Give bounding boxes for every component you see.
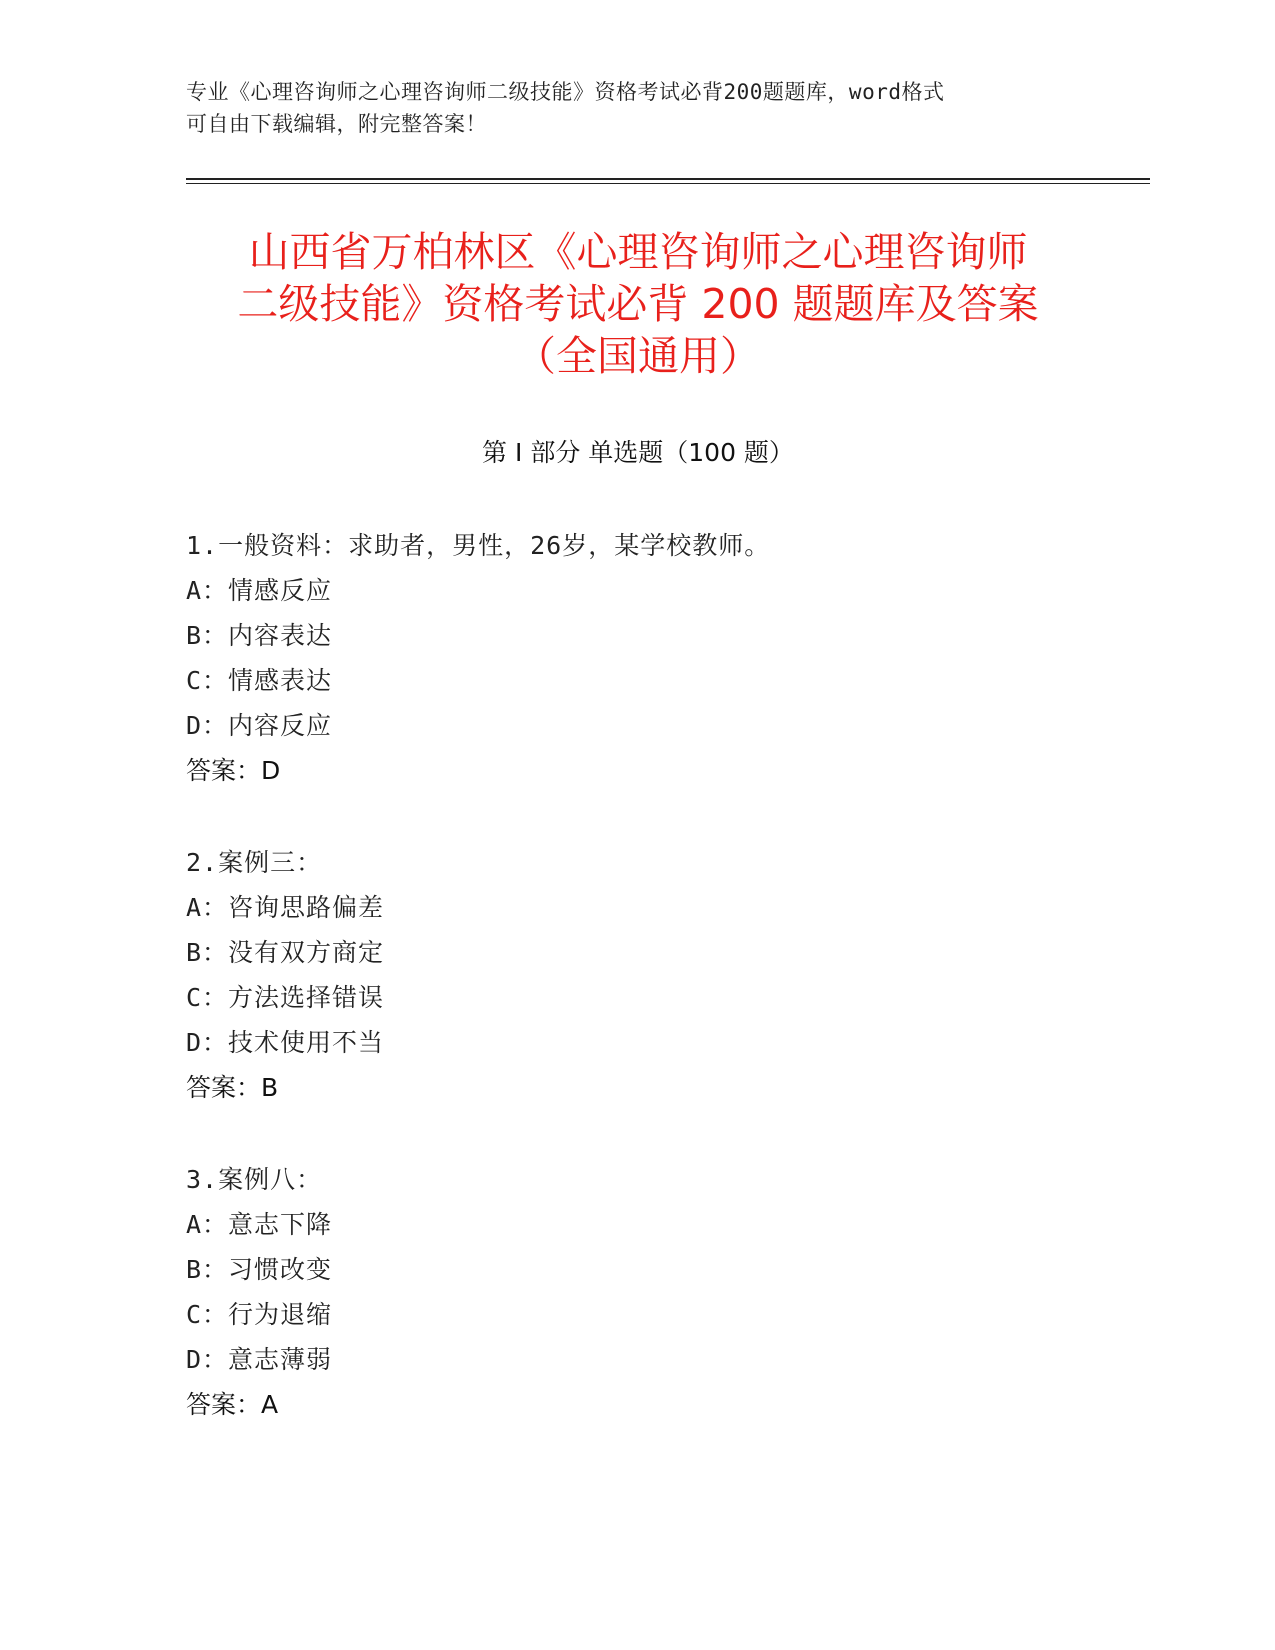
option-c: C：行为退缩 bbox=[186, 1300, 333, 1329]
title-line-1: 山西省万柏林区《心理咨询师之心理咨询师 bbox=[248, 228, 1028, 276]
option-b: B：没有双方商定 bbox=[186, 938, 385, 967]
header-note-line-1: 专业《心理咨询师之心理咨询师二级技能》资格考试必背200题题库，word格式 bbox=[186, 80, 945, 104]
option-b: B：习惯改变 bbox=[186, 1255, 333, 1284]
option-a: A：情感反应 bbox=[186, 576, 333, 605]
title-line-2: 二级技能》资格考试必背 200 题题库及答案 bbox=[237, 280, 1039, 328]
answer-line: 答案：B bbox=[186, 1073, 279, 1102]
header-note-line-2: 可自由下载编辑，附完整答案！ bbox=[186, 112, 487, 136]
answer-line: 答案：A bbox=[186, 1390, 279, 1419]
header-rule-thin bbox=[186, 183, 1150, 184]
option-d: D：意志薄弱 bbox=[186, 1345, 333, 1374]
option-a: A：意志下降 bbox=[186, 1210, 333, 1239]
title-line-3: （全国通用） bbox=[515, 332, 761, 380]
option-b: B：内容表达 bbox=[186, 621, 333, 650]
answer-line: 答案：D bbox=[186, 756, 281, 785]
question-block-2 bbox=[186, 840, 1086, 1110]
header-note bbox=[186, 76, 1066, 140]
option-c: C：方法选择错误 bbox=[186, 983, 385, 1012]
question-stem: 3.案例八： bbox=[186, 1165, 323, 1194]
option-d: D：技术使用不当 bbox=[186, 1028, 385, 1057]
question-stem: 2.案例三： bbox=[186, 848, 323, 877]
option-a: A：咨询思路偏差 bbox=[186, 893, 385, 922]
section-heading: 第 I 部分 单选题（100 题） bbox=[482, 438, 794, 467]
option-d: D：内容反应 bbox=[186, 711, 333, 740]
question-block-1 bbox=[186, 523, 1086, 793]
header-rule-thick bbox=[186, 178, 1150, 180]
option-c: C：情感表达 bbox=[186, 666, 333, 695]
document-title bbox=[186, 226, 1090, 382]
question-block-3 bbox=[186, 1157, 1086, 1427]
question-stem: 1.一般资料：求助者，男性，26岁，某学校教师。 bbox=[186, 531, 771, 560]
